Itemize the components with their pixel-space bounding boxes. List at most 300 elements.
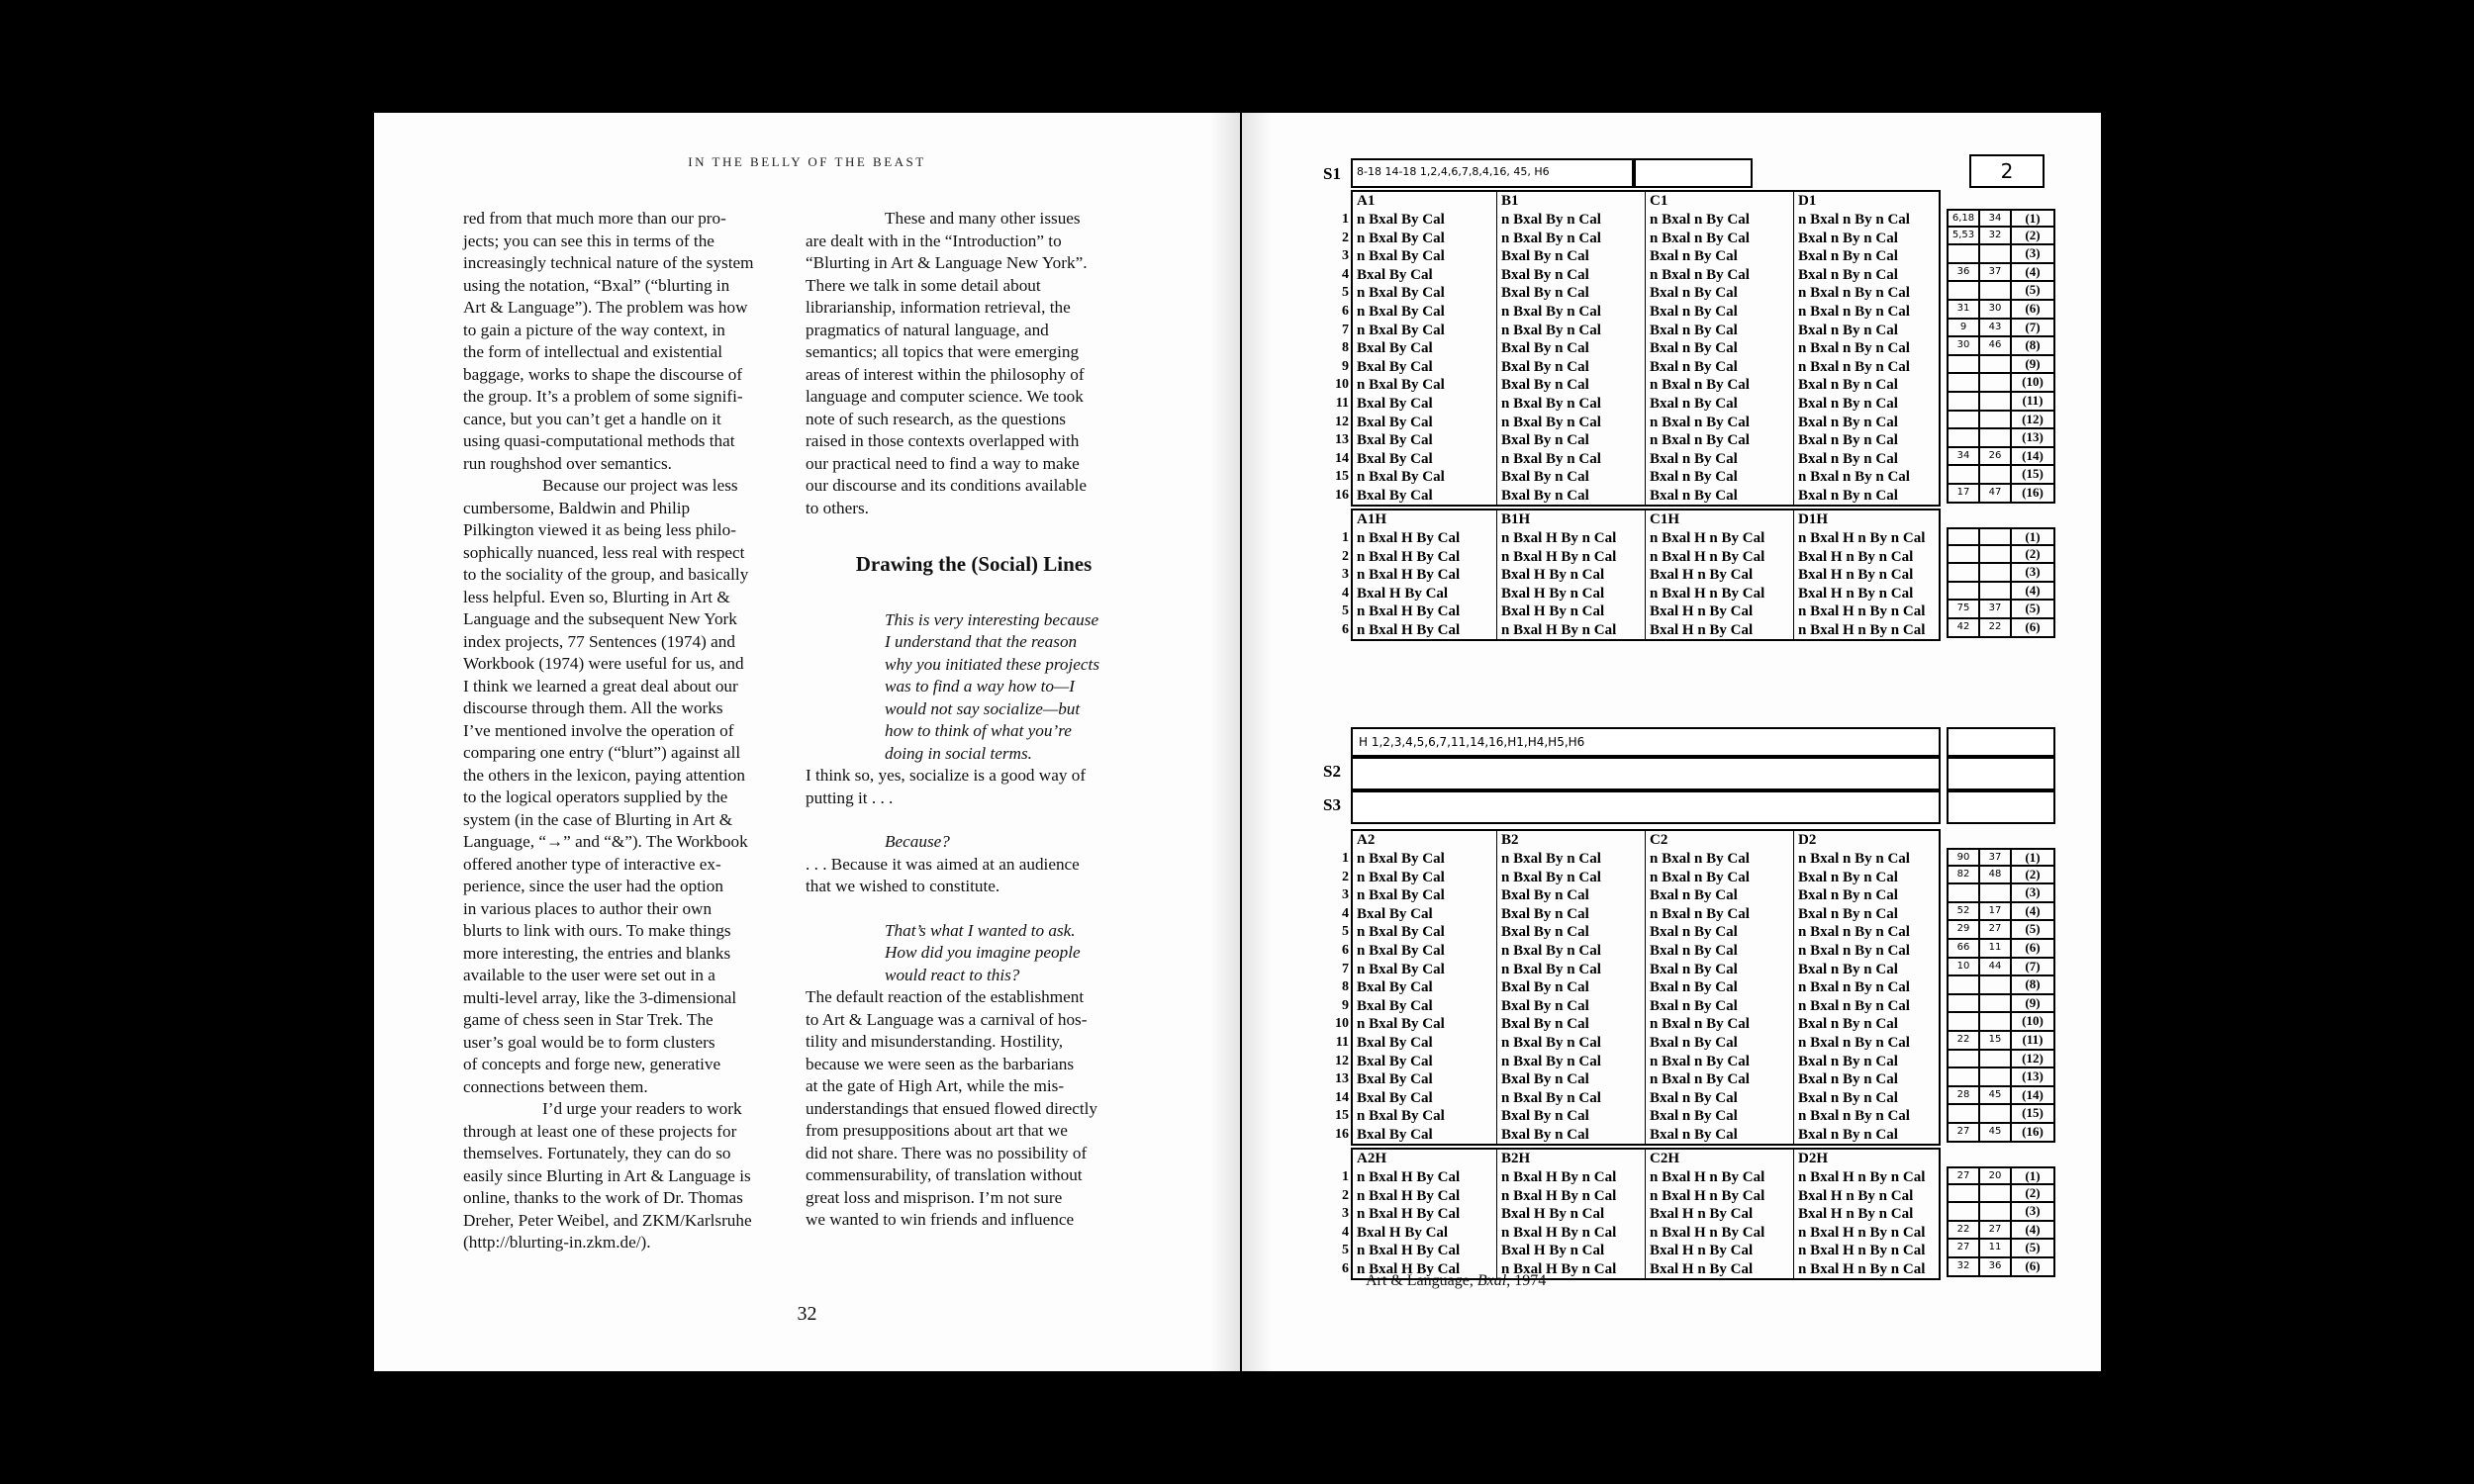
tally-row — [1947, 264, 2055, 283]
bxal-entry: Bxal By Cal — [1357, 266, 1433, 283]
tally-mark — [1980, 995, 2012, 1012]
tally-index: (11) — [2022, 1031, 2044, 1047]
tally-row — [1947, 320, 2055, 338]
tally-row — [1947, 976, 2055, 995]
text-line: blurts to link with ours. To make things — [463, 921, 731, 940]
bxal-entry: n Bxal H By n Cal — [1501, 548, 1617, 565]
text-line: discourse through them. All the works — [463, 698, 723, 717]
row-number: 15 — [1335, 469, 1349, 485]
bxal-entry: n Bxal By Cal — [1357, 377, 1445, 394]
bxal-entry: Bxal By Cal — [1357, 1053, 1433, 1069]
tally-row — [1947, 245, 2055, 264]
s3-strip — [1351, 790, 1941, 824]
text-line: raised in those contexts overlapped with — [806, 431, 1080, 450]
text-line: at the gate of High Art, while the mis- — [806, 1076, 1065, 1095]
bxal-entry: Bxal H By n Cal — [1501, 603, 1605, 620]
bxal-entry: n Bxal By Cal — [1357, 887, 1445, 904]
bxal-entry: Bxal H n By n Cal — [1798, 1187, 1914, 1204]
row-number: 7 — [1342, 961, 1349, 976]
tally-mark: 36 — [1949, 264, 1980, 281]
bxal-entry: n Bxal H By Cal — [1357, 567, 1461, 584]
bxal-entry: n Bxal n By n Cal — [1798, 997, 1910, 1014]
paragraph — [463, 475, 800, 1098]
bxal-entry: n Bxal By Cal — [1357, 248, 1445, 265]
tally-mark — [1949, 546, 1980, 563]
bxal-entry: n Bxal By Cal — [1357, 851, 1445, 867]
bxal-entry: n Bxal By n Cal — [1501, 869, 1601, 885]
row-number: 11 — [1335, 1034, 1349, 1050]
row-number: 4 — [1342, 905, 1349, 921]
paragraph — [806, 208, 1142, 519]
text-line: did not share. There was no possibility of — [806, 1143, 1088, 1162]
bxal-entry: n Bxal n By Cal — [1650, 1053, 1750, 1069]
bxal-entry: n Bxal n By n Cal — [1798, 851, 1910, 867]
bxal-entry: n Bxal n By n Cal — [1798, 340, 1910, 357]
bxal-entry: n Bxal n By n Cal — [1798, 285, 1910, 302]
row-number: 14 — [1335, 450, 1349, 466]
bxal-entry: Bxal n By Cal — [1650, 924, 1738, 941]
bxal-entry: n Bxal n By Cal — [1650, 266, 1750, 283]
tally-mark: 17 — [1949, 485, 1980, 502]
row-number: 4 — [1342, 585, 1349, 601]
s1-label: S1 — [1323, 164, 1341, 183]
bxal-entry: Bxal H n By Cal — [1650, 603, 1754, 620]
text-line: our discourse and its conditions available — [806, 476, 1088, 495]
bxal-entry: Bxal By n Cal — [1501, 358, 1589, 375]
interview-answer — [806, 765, 1142, 809]
bxal-entry: n Bxal By n Cal — [1501, 322, 1601, 338]
tally-row — [1947, 940, 2055, 959]
row-number: 5 — [1342, 1243, 1349, 1258]
tally-mark — [1980, 1105, 2012, 1122]
bxal-entry: n Bxal n By n Cal — [1798, 469, 1910, 486]
bxal-entry: Bxal By Cal — [1357, 340, 1433, 357]
text-line: . . . Because it was aimed at an audience — [806, 854, 1080, 874]
text-line: themselves. Fortunately, they can do so — [463, 1144, 731, 1162]
bxal-entry: Bxal n By Cal — [1650, 358, 1738, 375]
tally-mark: 5,53 — [1949, 228, 1980, 244]
tally-mark: 22 — [1949, 1032, 1980, 1049]
row-number: 1 — [1342, 851, 1349, 866]
tally-index: (7) — [2025, 319, 2041, 334]
s3-strip-tally — [1947, 790, 2055, 824]
tally-mark — [1980, 583, 2012, 600]
bxal-entry: Bxal n By n Cal — [1798, 1071, 1898, 1088]
bxal-entry: n Bxal H By n Cal — [1501, 621, 1617, 638]
text-line: was to find a way how to—I — [885, 677, 1075, 696]
column-label: A2H — [1357, 1151, 1386, 1166]
row-number: 3 — [1342, 248, 1349, 264]
row-number: 15 — [1335, 1108, 1349, 1124]
bxal-entry: n Bxal By n Cal — [1501, 230, 1601, 246]
column-label: C1H — [1650, 511, 1679, 527]
text-line: sophically nuanced, less real with respect — [463, 542, 745, 562]
bxal-entry: Bxal By Cal — [1357, 1071, 1433, 1088]
bxal-entry: Bxal By n Cal — [1501, 1071, 1589, 1088]
tally-mark: 75 — [1949, 601, 1980, 617]
bxal-column — [1497, 192, 1646, 505]
text-line: red from that much more than our pro- — [463, 209, 726, 228]
bxal-entry: n Bxal H By Cal — [1357, 548, 1461, 565]
text-line: Language and the subsequent New York — [463, 609, 737, 628]
bxal-entry: Bxal By Cal — [1357, 1126, 1433, 1143]
interview-answer — [806, 854, 1142, 898]
row-number: 10 — [1335, 377, 1349, 393]
bxal-entry: Bxal H n By Cal — [1650, 1243, 1754, 1259]
tally-mark: 27 — [1949, 1124, 1980, 1141]
tally-mark: 27 — [1949, 1168, 1980, 1183]
tally-mark: 37 — [1980, 850, 2012, 865]
tally-row — [1947, 1013, 2055, 1032]
tally-index: (12) — [2022, 1050, 2044, 1066]
row-number: 6 — [1342, 621, 1349, 637]
text-line: are dealt with in the “Introduction” to — [806, 231, 1062, 250]
text-line: Language, “→” and “&”). The Workbook — [463, 832, 748, 851]
tally-row — [1947, 848, 2055, 867]
tally-row — [1947, 282, 2055, 301]
tally-mark: 10 — [1949, 959, 1980, 975]
tally-mark: 32 — [1949, 1258, 1980, 1275]
bxal-entry: Bxal H n By Cal — [1650, 1260, 1754, 1277]
tally-mark — [1980, 356, 2012, 373]
bxal-block — [1351, 829, 1941, 1146]
row-numbers — [1329, 1168, 1349, 1279]
bxal-entry: n Bxal By n Cal — [1501, 450, 1601, 467]
row-number: 11 — [1335, 395, 1349, 411]
bxal-entry: Bxal H By Cal — [1357, 585, 1449, 602]
tally-row — [1947, 1240, 2055, 1258]
tally-mark — [1949, 412, 1980, 428]
tally-row — [1947, 228, 2055, 246]
bxal-entry: n Bxal H n By Cal — [1650, 1224, 1765, 1241]
text-line: because we were seen as the barbarians — [806, 1054, 1075, 1073]
tally-mark: 11 — [1980, 1240, 2012, 1256]
bxal-entry: n Bxal By Cal — [1357, 1016, 1445, 1033]
tally-row — [1947, 1087, 2055, 1106]
tally-mark — [1949, 393, 1980, 410]
tally-index: (12) — [2022, 411, 2044, 426]
bxal-column — [1353, 192, 1497, 505]
text-line: Workbook (1974) were useful for us, and — [463, 654, 744, 673]
text-line: to the sociality of the group, and basically — [463, 565, 749, 584]
tally-row — [1947, 412, 2055, 430]
tally-row — [1947, 485, 2055, 504]
column-label: B2H — [1501, 1151, 1531, 1166]
bxal-column — [1497, 831, 1646, 1144]
bxal-entry: n Bxal H By n Cal — [1501, 1260, 1617, 1277]
tally-mark — [1980, 245, 2012, 262]
text-line: perience, since the user had the option — [463, 877, 723, 895]
text-line: Art & Language”). The problem was how — [463, 298, 748, 317]
tally-row — [1947, 1166, 2055, 1185]
text-line: areas of interest within the philosophy of — [806, 364, 1085, 384]
tally-mark: 30 — [1980, 301, 2012, 318]
tally-mark: 27 — [1949, 1240, 1980, 1256]
tally-row — [1947, 1105, 2055, 1124]
tally-index: (6) — [2025, 618, 2041, 634]
bxal-entry: Bxal n By Cal — [1650, 469, 1738, 486]
text-line: Dreher, Peter Weibel, and ZKM/Karlsruhe — [463, 1210, 752, 1230]
bxal-entry: n Bxal H By n Cal — [1501, 1224, 1617, 1241]
text-line: librarianship, information retrieval, the — [806, 298, 1071, 317]
tally-mark: 34 — [1980, 211, 2012, 226]
text-line: using the notation, “Bxal” (“blurting in — [463, 275, 730, 295]
tally-mark — [1949, 1105, 1980, 1122]
tally-mark — [1949, 245, 1980, 262]
tally-mark — [1949, 564, 1980, 581]
bxal-entry: n Bxal H By Cal — [1357, 603, 1461, 620]
column-label: D2H — [1798, 1151, 1828, 1166]
s2-strip — [1351, 757, 1941, 790]
column-label: D2 — [1798, 832, 1817, 848]
tally-index: (3) — [2025, 1203, 2041, 1219]
text-line: more interesting, the entries and blanks — [463, 943, 731, 963]
tally-mark — [1980, 564, 2012, 581]
text-line: would react to this? — [885, 965, 1020, 984]
bxal-entry: Bxal n By n Cal — [1798, 961, 1898, 977]
bxal-entry: n Bxal By n Cal — [1501, 414, 1601, 430]
bxal-entry: Bxal n By n Cal — [1798, 266, 1898, 283]
bxal-entry: n Bxal By Cal — [1357, 230, 1445, 246]
bxal-entry: n Bxal By Cal — [1357, 303, 1445, 320]
bxal-entry: n Bxal By Cal — [1357, 869, 1445, 885]
row-numbers — [1329, 850, 1349, 1145]
text-line: jects; you can see this in terms of the — [463, 231, 714, 250]
column-label: A1H — [1357, 511, 1386, 527]
text-line: to others. — [806, 498, 869, 517]
column-label: B1H — [1501, 511, 1531, 527]
bxal-column — [1794, 1150, 1943, 1278]
text-line: less helpful. Even so, Blurting in Art & — [463, 587, 730, 606]
tally-index: (4) — [2025, 1221, 2041, 1237]
tally-mark — [1949, 1051, 1980, 1067]
bxal-entry: Bxal By Cal — [1357, 395, 1433, 412]
bxal-entry: n Bxal By Cal — [1357, 1108, 1445, 1125]
bxal-entry: Bxal By n Cal — [1501, 487, 1589, 504]
bxal-entry: Bxal n By n Cal — [1798, 887, 1898, 904]
bxal-entry: n Bxal By Cal — [1357, 924, 1445, 941]
tally-column — [1947, 1166, 2055, 1277]
bxal-entry: Bxal H n By n Cal — [1798, 567, 1914, 584]
bxal-entry: n Bxal H By Cal — [1357, 530, 1461, 546]
bxal-entry: Bxal By n Cal — [1501, 432, 1589, 449]
bxal-entry: Bxal By n Cal — [1501, 340, 1589, 357]
tally-index: (16) — [2022, 484, 2044, 500]
bxal-entry: Bxal n By n Cal — [1798, 1126, 1898, 1143]
tally-mark: 28 — [1949, 1087, 1980, 1104]
bxal-entry: n Bxal By n Cal — [1501, 1089, 1601, 1106]
row-number: 13 — [1335, 432, 1349, 448]
row-number: 2 — [1342, 869, 1349, 884]
bxal-entry: n Bxal By Cal — [1357, 942, 1445, 959]
tally-index: (7) — [2025, 958, 2041, 974]
bxal-column — [1646, 831, 1794, 1144]
tally-row — [1947, 583, 2055, 602]
interview-question — [806, 609, 1142, 766]
tally-index: (5) — [2025, 282, 2041, 298]
bxal-entry: Bxal H n By Cal — [1650, 567, 1754, 584]
tally-mark — [1949, 976, 1980, 993]
bxal-entry: Bxal n By Cal — [1650, 979, 1738, 996]
tally-mark — [1980, 1068, 2012, 1085]
text-column-left — [463, 208, 800, 1254]
bxal-entry: Bxal By Cal — [1357, 450, 1433, 467]
bxal-entry: Bxal H n By n Cal — [1798, 585, 1914, 602]
tally-row — [1947, 448, 2055, 467]
bxal-entry: n Bxal H n By n Cal — [1798, 1224, 1926, 1241]
row-number: 9 — [1342, 997, 1349, 1013]
tally-index: (2) — [2025, 545, 2041, 561]
paragraph — [463, 208, 800, 475]
text-line: baggage, works to shape the discourse of — [463, 364, 743, 384]
bxal-entry: Bxal By Cal — [1357, 997, 1433, 1014]
s3-label: S3 — [1323, 795, 1341, 814]
text-line: increasingly technical nature of the system — [463, 253, 754, 272]
text-line: we wanted to win friends and influence — [806, 1210, 1075, 1229]
bxal-entry: Bxal H By n Cal — [1501, 585, 1605, 602]
tally-mark — [1980, 374, 2012, 391]
row-number: 1 — [1342, 212, 1349, 227]
bxal-column — [1353, 831, 1497, 1144]
tally-mark: 11 — [1980, 940, 2012, 957]
tally-row — [1947, 1203, 2055, 1222]
bxal-entry: n Bxal n By Cal — [1650, 869, 1750, 885]
bxal-entry: Bxal By Cal — [1357, 979, 1433, 996]
bxal-entry: n Bxal H n By n Cal — [1798, 1260, 1926, 1277]
text-line: Pilkington viewed it as being less philo- — [463, 520, 736, 539]
bxal-entry: n Bxal n By Cal — [1650, 851, 1750, 867]
tally-row — [1947, 1124, 2055, 1143]
tally-column — [1947, 527, 2055, 638]
tally-mark: 82 — [1949, 867, 1980, 883]
text-line: I’d urge your readers to work — [542, 1099, 742, 1118]
tally-index: (15) — [2022, 466, 2044, 482]
tally-row — [1947, 884, 2055, 903]
bxal-entry: n Bxal n By n Cal — [1798, 212, 1910, 228]
text-line: to the logical operators supplied by the — [463, 788, 728, 806]
column-label: D1H — [1798, 511, 1828, 527]
text-line: Because? — [885, 832, 950, 851]
tally-mark — [1949, 1013, 1980, 1030]
tally-mark: 90 — [1949, 850, 1980, 865]
column-label: A1 — [1357, 193, 1376, 209]
row-number: 1 — [1342, 530, 1349, 545]
bxal-column — [1794, 510, 1943, 639]
bxal-entry: Bxal n By Cal — [1650, 303, 1738, 320]
column-label: C2H — [1650, 1151, 1679, 1166]
bxal-column — [1794, 192, 1943, 505]
bxal-entry: Bxal By n Cal — [1501, 377, 1589, 394]
tally-mark: 30 — [1949, 337, 1980, 354]
text-line: that we wished to constitute. — [806, 877, 1000, 895]
bxal-entry: n Bxal By Cal — [1357, 469, 1445, 486]
tally-index: (16) — [2022, 1123, 2044, 1139]
tally-row — [1947, 527, 2055, 546]
text-line: language and computer science. We took — [806, 387, 1084, 406]
tally-mark — [1949, 529, 1980, 544]
row-number: 6 — [1342, 303, 1349, 319]
tally-index: (6) — [2025, 939, 2041, 955]
tally-mark — [1949, 466, 1980, 483]
row-number: 4 — [1342, 1224, 1349, 1240]
bxal-entry: n Bxal n By n Cal — [1798, 1034, 1910, 1051]
tally-mark — [1980, 529, 2012, 544]
tally-mark: 31 — [1949, 301, 1980, 318]
bxal-entry: n Bxal H n By n Cal — [1798, 1169, 1926, 1185]
tally-index: (4) — [2025, 263, 2041, 279]
row-number: 6 — [1342, 1260, 1349, 1276]
bxal-entry: Bxal By n Cal — [1501, 285, 1589, 302]
tally-mark: 47 — [1980, 485, 2012, 502]
row-number: 14 — [1335, 1089, 1349, 1105]
bxal-block — [1351, 1148, 1941, 1280]
tally-mark — [1980, 884, 2012, 901]
tally-row — [1947, 921, 2055, 940]
bxal-entry: n Bxal H n By Cal — [1650, 1187, 1765, 1204]
text-line: index projects, 77 Sentences (1974) and — [463, 631, 735, 651]
row-number: 8 — [1342, 340, 1349, 356]
bxal-entry: n Bxal By n Cal — [1501, 212, 1601, 228]
figure-caption: Art & Language, Bxal, 1974 — [1366, 1272, 1547, 1289]
bxal-entry: Bxal H By Cal — [1357, 1224, 1449, 1241]
text-line: tility and misunderstanding. Hostility, — [806, 1032, 1064, 1051]
bxal-entry: Bxal n By n Cal — [1798, 1053, 1898, 1069]
bxal-entry: n Bxal H By Cal — [1357, 1260, 1461, 1277]
text-line: in various places to author their own — [463, 898, 713, 918]
tally-row — [1947, 867, 2055, 885]
row-number: 12 — [1335, 1053, 1349, 1068]
bxal-entry: n Bxal n By Cal — [1650, 1071, 1750, 1088]
tally-row — [1947, 903, 2055, 922]
bxal-entry: Bxal By Cal — [1357, 487, 1433, 504]
bxal-chart-scan — [1321, 148, 2073, 1289]
tally-mark: 37 — [1980, 264, 2012, 281]
tally-row — [1947, 393, 2055, 412]
bxal-entry: Bxal By n Cal — [1501, 248, 1589, 265]
row-number: 3 — [1342, 887, 1349, 903]
tally-mark — [1980, 1013, 2012, 1030]
bxal-entry: Bxal n By n Cal — [1798, 248, 1898, 265]
bxal-entry: Bxal n By n Cal — [1798, 450, 1898, 467]
gutter-shadow — [1242, 113, 1272, 1371]
bxal-entry: n Bxal H By n Cal — [1501, 1187, 1617, 1204]
tally-row — [1947, 564, 2055, 583]
h-strip: H 1,2,3,4,5,6,7,11,14,16,H1,H4,H5,H6 — [1351, 727, 1941, 757]
tally-mark — [1949, 374, 1980, 391]
text-line: (http://blurting-in.zkm.de/). — [463, 1233, 651, 1252]
text-line: would not say socialize—but — [885, 698, 1081, 718]
tally-mark — [1949, 429, 1980, 446]
row-number: 2 — [1342, 1187, 1349, 1203]
tally-row — [1947, 1222, 2055, 1241]
bxal-entry: n Bxal n By n Cal — [1798, 303, 1910, 320]
text-line: how to think of what you’re — [885, 721, 1072, 740]
bxal-block — [1351, 509, 1941, 641]
bxal-entry: n Bxal H n By n Cal — [1798, 1243, 1926, 1259]
text-line: connections between them. — [463, 1076, 648, 1096]
tally-mark — [1949, 356, 1980, 373]
bxal-entry: n Bxal n By Cal — [1650, 414, 1750, 430]
tally-mark — [1949, 1185, 1980, 1202]
bxal-column — [1497, 510, 1646, 639]
tally-mark: 42 — [1949, 619, 1980, 636]
bxal-entry: n Bxal n By n Cal — [1798, 979, 1910, 996]
bxal-entry: n Bxal H By Cal — [1357, 1187, 1461, 1204]
text-line: of concepts and forge new, generative — [463, 1055, 721, 1073]
tally-column — [1947, 209, 2055, 504]
row-number: 10 — [1335, 1016, 1349, 1032]
tally-mark: 46 — [1980, 337, 2012, 354]
